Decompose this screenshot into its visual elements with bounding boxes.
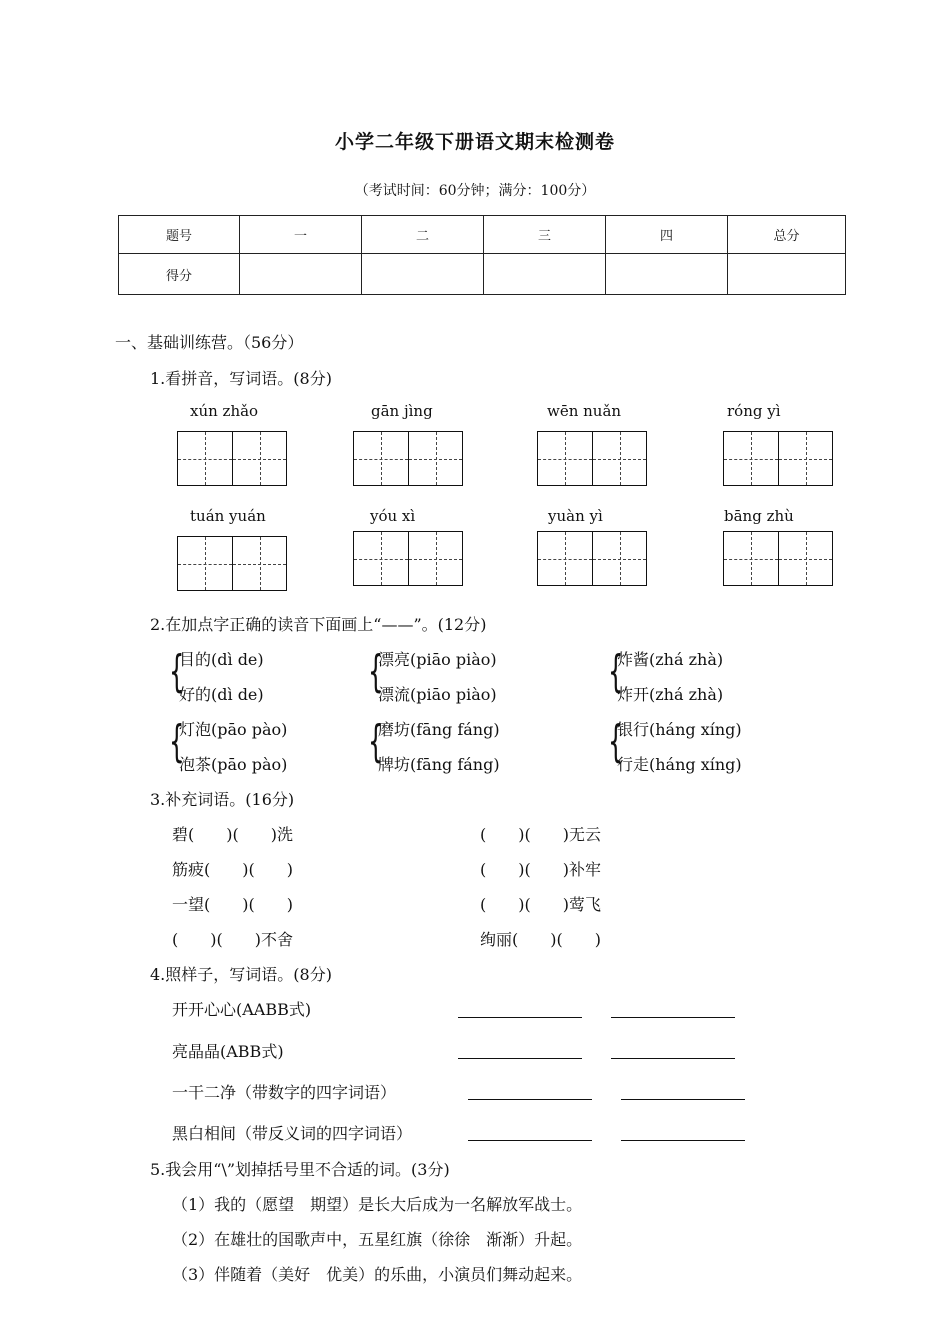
score-header-cell: 一 [240, 216, 362, 254]
idiom-fill-item[interactable]: 绚丽( )( ) [480, 930, 601, 949]
idiom-fill-item[interactable]: 一望( )( ) [172, 895, 293, 914]
example-word: 黑白相间（带反义词的四字词语） [172, 1124, 413, 1143]
left-brace-icon: { [608, 716, 624, 767]
sentence-item[interactable]: （2）在雄壮的国歌声中，五星红旗（徐徐 渐渐）升起。 [172, 1230, 583, 1249]
sentence-item[interactable]: （3）伴随着（美好 优美）的乐曲，小演员们舞动起来。 [172, 1265, 583, 1284]
pinyin-label: wēn nuǎn [547, 402, 622, 420]
reading-choice[interactable]: 灯泡(pāo pào) [179, 720, 288, 739]
answer-line[interactable] [621, 1140, 745, 1141]
section-heading: 一、基础训练营。（56分） [115, 333, 304, 352]
example-word: 亮晶晶(ABB式) [172, 1042, 284, 1061]
reading-choice[interactable]: 银行(háng xíng) [617, 720, 742, 739]
exam-info: （考试时间：60分钟；满分：100分） [354, 183, 596, 199]
reading-choice[interactable]: 炸开(zhá zhà) [617, 685, 724, 704]
left-brace-icon: { [608, 646, 624, 697]
reading-choice[interactable]: 牌坊(fāng fáng) [378, 755, 500, 774]
question-prompt: 4.照样子，写词语。(8分) [150, 965, 332, 984]
reading-choice[interactable]: 炸酱(zhá zhà) [617, 650, 724, 669]
score-header-cell: 三 [484, 216, 606, 254]
score-blank-cell[interactable] [240, 254, 362, 295]
answer-line[interactable] [468, 1140, 592, 1141]
writing-grid[interactable] [177, 536, 287, 591]
writing-grid[interactable] [537, 431, 647, 486]
question-prompt: 3.补充词语。(16分) [150, 790, 295, 809]
reading-choice[interactable]: 行走(háng xíng) [617, 755, 742, 774]
writing-grid[interactable] [723, 531, 833, 586]
question-prompt: 2.在加点字正确的读音下面画上“——”。(12分) [150, 615, 487, 634]
answer-line[interactable] [611, 1058, 735, 1059]
pinyin-label: róng yì [727, 402, 781, 420]
score-header-cell: 四 [606, 216, 728, 254]
left-brace-icon: { [169, 646, 185, 697]
example-word: 一干二净（带数字的四字词语） [172, 1083, 397, 1102]
idiom-fill-item[interactable]: ( )( )补牢 [480, 860, 601, 879]
idiom-fill-item[interactable]: ( )( )无云 [480, 825, 601, 844]
score-header-cell: 题号 [119, 216, 240, 254]
answer-line[interactable] [621, 1099, 745, 1100]
writing-grid[interactable] [353, 531, 463, 586]
pinyin-label: tuán yuán [190, 507, 266, 525]
idiom-fill-item[interactable]: 筋疲( )( ) [172, 860, 293, 879]
left-brace-icon: { [368, 646, 384, 697]
reading-choice[interactable]: 泡茶(pāo pào) [179, 755, 288, 774]
left-brace-icon: { [169, 716, 185, 767]
answer-line[interactable] [458, 1058, 582, 1059]
idiom-fill-item[interactable]: ( )( )不舍 [172, 930, 293, 949]
question-prompt: 1.看拼音，写词语。(8分) [150, 369, 332, 388]
answer-line[interactable] [611, 1017, 735, 1018]
writing-grid[interactable] [177, 431, 287, 486]
sentence-item[interactable]: （1）我的（愿望 期望）是长大后成为一名解放军战士。 [172, 1195, 583, 1214]
answer-line[interactable] [458, 1017, 582, 1018]
page-title: 小学二年级下册语文期末检测卷 [334, 131, 615, 153]
reading-choice[interactable]: 好的(dì de) [179, 685, 264, 704]
idiom-fill-item[interactable]: 碧( )( )洗 [172, 825, 293, 844]
pinyin-label: bāng zhù [724, 507, 794, 525]
score-blank-cell[interactable] [362, 254, 484, 295]
score-blank-cell[interactable] [728, 254, 846, 295]
reading-choice[interactable]: 目的(dì de) [179, 650, 264, 669]
pinyin-label: xún zhǎo [190, 402, 259, 420]
score-row-label: 得分 [119, 254, 240, 295]
writing-grid[interactable] [723, 431, 833, 486]
score-blank-cell[interactable] [606, 254, 728, 295]
score-table [118, 215, 846, 295]
answer-line[interactable] [468, 1099, 592, 1100]
score-header-cell: 总分 [728, 216, 846, 254]
reading-choice[interactable]: 漂亮(piāo piào) [378, 650, 497, 669]
reading-choice[interactable]: 漂流(piāo piào) [378, 685, 497, 704]
score-header-cell: 二 [362, 216, 484, 254]
pinyin-label: gān jìng [371, 402, 433, 420]
writing-grid[interactable] [537, 531, 647, 586]
writing-grid[interactable] [353, 431, 463, 486]
score-blank-cell[interactable] [484, 254, 606, 295]
pinyin-label: yóu xì [370, 507, 416, 525]
reading-choice[interactable]: 磨坊(fāng fáng) [378, 720, 500, 739]
example-word: 开开心心(AABB式) [172, 1000, 312, 1019]
question-prompt: 5.我会用“\”划掉括号里不合适的词。(3分) [150, 1160, 450, 1179]
idiom-fill-item[interactable]: ( )( )莺飞 [480, 895, 601, 914]
left-brace-icon: { [368, 716, 384, 767]
pinyin-label: yuàn yì [548, 507, 603, 525]
